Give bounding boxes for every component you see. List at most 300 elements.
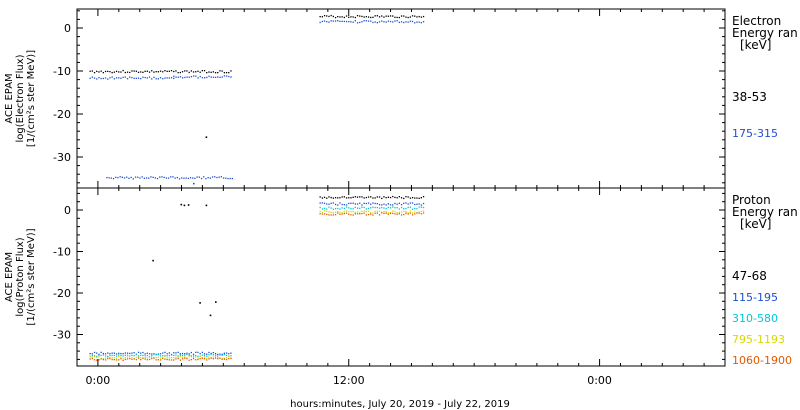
data-point-1-3-1 (353, 211, 354, 212)
data-point-1-1-0 (134, 352, 135, 353)
data-point-1-1-0 (195, 352, 196, 353)
data-point-1-2-1 (377, 207, 378, 208)
data-point-1-3-1 (361, 211, 362, 212)
data-point-1-4-0 (116, 359, 117, 360)
data-point-1-2-1 (342, 207, 343, 208)
data-point-0-0-0 (180, 72, 181, 73)
data-point-1-4-1 (344, 213, 345, 214)
data-point-1-2-0 (224, 354, 225, 355)
data-point-0-0-0 (94, 72, 95, 73)
data-point-1-2-0 (208, 354, 209, 355)
data-point-1-2-0 (153, 354, 154, 355)
data-point-1-1-0 (92, 353, 93, 354)
data-point-1-1-0 (186, 353, 187, 354)
data-point-0-1-2 (179, 178, 180, 179)
data-point-0-0-1 (335, 17, 336, 18)
data-point-1-4-1 (322, 213, 323, 214)
data-point-1-3-0 (184, 356, 185, 357)
data-point-1-4-0 (230, 358, 231, 359)
data-point-1-3-0 (123, 358, 124, 359)
data-point-1-4-1 (419, 212, 420, 213)
data-point-0-0-0 (197, 71, 198, 72)
data-point-0-0-0 (215, 72, 216, 73)
data-point-1-2-0 (171, 354, 172, 355)
data-point-0-0-0 (213, 71, 214, 72)
data-point-1-4-0 (158, 359, 159, 360)
data-point-1-0-0 (368, 196, 369, 197)
data-point-0-1-2 (111, 177, 112, 178)
data-point-1-3-1 (320, 211, 321, 212)
data-point-0-1-2 (177, 177, 178, 178)
data-point-1-3-0 (206, 358, 207, 359)
data-point-0-1-3 (361, 21, 362, 22)
data-point-0-0-1 (405, 17, 406, 18)
legend-entry-1-3: 795-1193 (732, 333, 785, 346)
data-point-1-3-0 (96, 357, 97, 358)
data-point-0-1-2 (137, 177, 138, 178)
data-point-1-2-1 (383, 207, 384, 208)
data-point-1-0-0 (320, 196, 321, 197)
data-point-1-1-0 (228, 353, 229, 354)
data-point-0-1-3 (399, 22, 400, 23)
data-point-1-4-0 (96, 360, 97, 361)
data-point-1-2-0 (142, 355, 143, 356)
data-point-1-3-1 (368, 211, 369, 212)
data-point-1-2-1 (401, 207, 402, 208)
data-point-0-1-3 (322, 21, 323, 22)
data-point-0-1-3 (359, 22, 360, 23)
data-point-1-3-1 (423, 210, 424, 211)
x-tick-label-2: 0:00 (587, 374, 612, 387)
data-point-1-3-0 (125, 357, 126, 358)
data-point-0-1-2 (203, 176, 204, 177)
data-point-1-4-1 (346, 213, 347, 214)
data-point-1-2-0 (217, 355, 218, 356)
outlier-point-1-0-3 (188, 204, 190, 206)
data-point-0-0-0 (145, 71, 146, 72)
data-point-1-3-0 (156, 357, 157, 358)
data-point-1-3-0 (90, 356, 91, 357)
data-point-1-1-1 (366, 203, 367, 204)
outlier-point-1-0-0 (152, 260, 154, 262)
data-point-1-2-0 (213, 354, 214, 355)
data-point-1-3-0 (164, 356, 165, 357)
data-point-1-2-0 (105, 355, 106, 356)
data-point-1-2-0 (127, 355, 128, 356)
data-point-0-0-1 (324, 15, 325, 16)
data-point-0-0-0 (118, 71, 119, 72)
data-point-1-1-1 (320, 202, 321, 203)
data-point-1-1-1 (403, 203, 404, 204)
data-point-1-4-0 (140, 359, 141, 360)
data-point-1-2-1 (364, 207, 365, 208)
data-point-0-0-0 (167, 71, 168, 72)
data-point-1-4-0 (120, 358, 121, 359)
x-tick-label-1: 12:00 (332, 374, 365, 387)
data-point-1-2-0 (118, 354, 119, 355)
data-point-1-3-1 (388, 212, 389, 213)
data-point-0-1-0 (167, 77, 168, 78)
data-point-1-4-1 (337, 213, 338, 214)
data-point-1-4-0 (109, 358, 110, 359)
data-point-1-4-0 (182, 358, 183, 359)
data-point-0-0-0 (208, 71, 209, 72)
data-point-0-0-0 (217, 72, 218, 73)
data-point-1-2-0 (206, 356, 207, 357)
y-axis-label-1-0: ACE EPAM (4, 251, 15, 303)
data-point-0-1-2 (155, 177, 156, 178)
data-point-1-0-0 (324, 197, 325, 198)
data-point-0-1-0 (114, 78, 115, 79)
data-point-1-4-1 (366, 214, 367, 215)
data-point-1-4-0 (160, 359, 161, 360)
data-point-0-0-0 (112, 72, 113, 73)
data-point-1-4-0 (197, 359, 198, 360)
data-point-1-4-0 (98, 359, 99, 360)
data-point-1-4-0 (191, 359, 192, 360)
x-tick-label-0: 0:00 (85, 374, 111, 387)
data-point-0-1-3 (392, 21, 393, 22)
data-point-0-1-1 (184, 77, 185, 78)
data-point-1-1-1 (372, 202, 373, 203)
data-point-0-1-3 (331, 20, 332, 21)
data-point-0-1-3 (375, 21, 376, 22)
data-point-1-0-0 (423, 196, 424, 197)
data-point-0-0-1 (414, 16, 415, 17)
data-point-1-0-0 (344, 196, 345, 197)
data-point-1-4-1 (375, 213, 376, 214)
data-point-1-1-1 (390, 204, 391, 205)
data-point-0-1-2 (216, 177, 217, 178)
data-point-1-0-0 (416, 197, 417, 198)
data-point-1-4-0 (103, 359, 104, 360)
data-point-1-2-0 (138, 355, 139, 356)
data-point-1-4-0 (208, 358, 209, 359)
data-point-1-4-1 (390, 213, 391, 214)
data-point-1-1-1 (333, 202, 334, 203)
data-point-0-1-2 (232, 178, 233, 179)
data-point-0-1-3 (364, 20, 365, 21)
data-point-1-1-0 (151, 353, 152, 354)
outlier-point-1-0-6 (210, 315, 212, 317)
data-point-1-3-0 (98, 356, 99, 357)
data-point-1-2-0 (175, 354, 176, 355)
data-point-1-4-0 (147, 359, 148, 360)
data-point-1-4-0 (90, 358, 91, 359)
data-point-0-0-0 (228, 72, 229, 73)
data-point-0-0-1 (333, 16, 334, 17)
data-point-1-1-1 (370, 204, 371, 205)
data-point-0-1-1 (215, 77, 216, 78)
data-point-1-3-0 (217, 357, 218, 358)
data-point-1-1-1 (405, 202, 406, 203)
data-point-1-1-0 (118, 353, 119, 354)
data-point-1-0-0 (372, 197, 373, 198)
data-point-1-4-1 (401, 214, 402, 215)
data-point-1-1-1 (381, 204, 382, 205)
data-point-0-0-0 (206, 72, 207, 73)
data-point-1-4-0 (171, 359, 172, 360)
legend-title-1-2: [keV] (740, 217, 772, 231)
data-point-0-1-0 (94, 78, 95, 79)
data-point-0-0-0 (134, 70, 135, 71)
data-point-1-2-0 (123, 355, 124, 356)
data-point-0-0-0 (193, 71, 194, 72)
data-point-1-1-1 (416, 204, 417, 205)
data-point-0-1-2 (122, 177, 123, 178)
data-point-1-4-0 (123, 360, 124, 361)
data-point-1-2-0 (107, 356, 108, 357)
data-point-1-4-0 (164, 359, 165, 360)
data-point-1-2-0 (114, 355, 115, 356)
data-point-0-0-1 (353, 16, 354, 17)
data-point-1-1-0 (98, 354, 99, 355)
data-point-0-0-0 (171, 70, 172, 71)
y-axis-label-0-1: log(Electron Flux) (15, 54, 26, 143)
legend-entry-1-0: 47-68 (732, 269, 767, 283)
data-point-1-4-0 (206, 359, 207, 360)
data-point-1-4-0 (94, 359, 95, 360)
data-point-0-1-3 (383, 21, 384, 22)
data-point-1-4-0 (138, 358, 139, 359)
data-point-0-1-3 (412, 21, 413, 22)
data-point-1-4-0 (180, 360, 181, 361)
data-point-0-1-2 (199, 177, 200, 178)
data-point-1-0-0 (331, 197, 332, 198)
data-point-1-2-1 (375, 207, 376, 208)
data-point-1-3-1 (383, 211, 384, 212)
data-point-0-1-0 (127, 78, 128, 79)
y-tick-label-1-1: -10 (53, 245, 71, 259)
data-point-1-1-1 (392, 204, 393, 205)
data-point-1-1-1 (346, 204, 347, 205)
data-point-0-0-1 (410, 16, 411, 17)
data-point-0-0-0 (120, 71, 121, 72)
data-point-0-0-1 (408, 17, 409, 18)
data-point-1-4-0 (195, 359, 196, 360)
data-point-1-4-0 (219, 358, 220, 359)
data-point-1-3-0 (228, 356, 229, 357)
data-point-1-1-0 (230, 353, 231, 354)
data-point-1-4-0 (202, 358, 203, 359)
legend-title-0-2: [keV] (740, 38, 772, 52)
data-point-1-0-0 (412, 197, 413, 198)
data-point-1-4-1 (350, 214, 351, 215)
data-point-0-1-0 (171, 77, 172, 78)
data-point-0-1-0 (96, 78, 97, 79)
data-point-1-3-1 (331, 212, 332, 213)
data-point-1-3-0 (180, 356, 181, 357)
data-point-0-1-2 (219, 177, 220, 178)
data-point-0-1-2 (175, 178, 176, 179)
data-point-1-3-0 (112, 357, 113, 358)
data-point-1-2-1 (335, 208, 336, 209)
data-point-1-3-0 (145, 357, 146, 358)
data-point-1-2-0 (215, 355, 216, 356)
data-point-0-1-0 (153, 77, 154, 78)
data-point-1-2-0 (103, 354, 104, 355)
data-point-1-0-0 (370, 196, 371, 197)
series-1-1 (90, 202, 425, 355)
data-point-1-3-0 (92, 357, 93, 358)
data-point-1-1-1 (359, 203, 360, 204)
series-1-2 (90, 206, 425, 357)
data-point-1-1-1 (421, 204, 422, 205)
data-point-0-1-0 (101, 78, 102, 79)
data-point-0-0-1 (331, 15, 332, 16)
data-point-1-2-0 (162, 355, 163, 356)
data-point-1-2-1 (357, 208, 358, 209)
data-point-0-1-2 (120, 176, 121, 177)
data-point-0-1-3 (381, 20, 382, 21)
data-point-0-0-1 (364, 16, 365, 17)
data-point-1-2-0 (178, 355, 179, 356)
data-point-0-1-0 (118, 77, 119, 78)
data-point-1-4-1 (339, 214, 340, 215)
y-tick-label-1-2: -20 (53, 287, 71, 300)
data-point-1-1-0 (189, 353, 190, 354)
data-point-0-1-3 (397, 20, 398, 21)
data-point-0-1-1 (195, 76, 196, 77)
data-point-0-0-0 (107, 71, 108, 72)
data-point-1-4-0 (189, 360, 190, 361)
data-point-1-2-0 (136, 354, 137, 355)
data-point-0-1-1 (217, 76, 218, 77)
data-point-1-0-0 (410, 198, 411, 199)
data-point-1-4-0 (131, 359, 132, 360)
data-point-0-1-0 (142, 77, 143, 78)
data-point-0-1-0 (120, 78, 121, 79)
data-point-1-2-1 (361, 207, 362, 208)
data-point-1-2-0 (211, 354, 212, 355)
data-point-0-1-1 (213, 77, 214, 78)
data-point-0-1-0 (173, 78, 174, 79)
data-point-1-2-1 (388, 207, 389, 208)
data-point-1-1-1 (342, 204, 343, 205)
data-point-0-1-0 (140, 78, 141, 79)
data-point-0-1-2 (194, 178, 195, 179)
data-point-1-0-0 (379, 196, 380, 197)
data-point-0-1-1 (224, 75, 225, 76)
data-point-1-4-1 (423, 212, 424, 213)
data-point-0-1-2 (117, 177, 118, 178)
data-point-1-2-1 (353, 208, 354, 209)
data-point-1-3-0 (182, 357, 183, 358)
data-point-0-1-2 (208, 177, 209, 178)
data-point-0-1-3 (344, 21, 345, 22)
data-point-1-3-0 (175, 357, 176, 358)
data-point-0-1-0 (112, 76, 113, 77)
panel-frame-0 (77, 9, 725, 188)
data-point-0-0-0 (182, 71, 183, 72)
data-point-1-2-1 (331, 207, 332, 208)
data-point-0-1-3 (326, 21, 327, 22)
data-point-1-4-1 (394, 213, 395, 214)
data-point-1-0-0 (357, 197, 358, 198)
data-point-1-2-1 (397, 207, 398, 208)
data-point-1-1-1 (410, 202, 411, 203)
series-1-4 (90, 212, 425, 361)
data-point-1-2-0 (109, 355, 110, 356)
data-point-1-2-1 (386, 208, 387, 209)
data-point-1-4-0 (204, 358, 205, 359)
data-point-0-0-0 (138, 72, 139, 73)
data-point-1-2-0 (131, 355, 132, 356)
data-point-1-3-1 (377, 211, 378, 212)
data-point-1-1-0 (173, 352, 174, 353)
data-point-0-0-0 (92, 70, 93, 71)
y-axis-label-0-2: [1/(cm²s ster MeV)] (26, 49, 37, 148)
data-point-1-0-0 (390, 197, 391, 198)
data-point-1-3-1 (350, 211, 351, 212)
data-point-1-4-1 (410, 213, 411, 214)
data-point-1-2-1 (320, 207, 321, 208)
data-point-1-1-1 (397, 204, 398, 205)
data-point-1-0-0 (346, 197, 347, 198)
data-point-1-3-0 (131, 357, 132, 358)
data-point-0-1-1 (193, 75, 194, 76)
data-point-0-0-0 (151, 70, 152, 71)
data-point-1-1-0 (162, 352, 163, 353)
data-point-1-3-1 (392, 210, 393, 211)
data-point-1-1-0 (164, 352, 165, 353)
data-point-0-0-1 (320, 16, 321, 17)
data-point-0-1-3 (355, 20, 356, 21)
data-point-1-1-1 (335, 204, 336, 205)
data-point-1-3-1 (399, 212, 400, 213)
data-point-1-3-1 (355, 212, 356, 213)
data-point-1-1-0 (206, 354, 207, 355)
data-point-0-0-0 (158, 71, 159, 72)
data-point-0-0-0 (184, 70, 185, 71)
data-point-1-2-1 (392, 206, 393, 207)
data-point-1-4-1 (388, 214, 389, 215)
data-point-1-1-0 (224, 353, 225, 354)
data-point-1-2-1 (408, 207, 409, 208)
data-point-1-2-1 (324, 208, 325, 209)
data-point-1-0-0 (326, 198, 327, 199)
data-point-0-0-0 (109, 71, 110, 72)
data-point-1-4-1 (414, 213, 415, 214)
data-point-0-1-0 (129, 77, 130, 78)
data-point-1-0-0 (339, 197, 340, 198)
data-point-1-4-0 (222, 359, 223, 360)
data-point-1-3-1 (357, 211, 358, 212)
data-point-0-0-0 (125, 72, 126, 73)
data-point-1-2-0 (186, 354, 187, 355)
data-point-1-4-0 (129, 358, 130, 359)
data-point-1-2-1 (403, 208, 404, 209)
data-point-1-2-0 (125, 355, 126, 356)
data-point-0-1-3 (414, 22, 415, 23)
data-point-1-2-1 (344, 208, 345, 209)
data-point-0-0-0 (189, 72, 190, 73)
data-point-0-1-1 (222, 76, 223, 77)
data-point-0-1-2 (227, 178, 228, 179)
data-point-1-4-1 (328, 214, 329, 215)
data-point-1-3-1 (326, 211, 327, 212)
data-point-1-1-0 (226, 352, 227, 353)
y-tick-label-0-0: 0 (64, 22, 71, 35)
data-point-0-1-2 (197, 176, 198, 177)
data-point-0-1-2 (223, 177, 224, 178)
data-point-1-2-1 (359, 208, 360, 209)
data-point-0-0-1 (350, 16, 351, 17)
data-point-1-3-0 (149, 357, 150, 358)
data-point-0-0-1 (381, 15, 382, 16)
data-point-1-4-0 (105, 359, 106, 360)
data-point-0-0-0 (129, 72, 130, 73)
